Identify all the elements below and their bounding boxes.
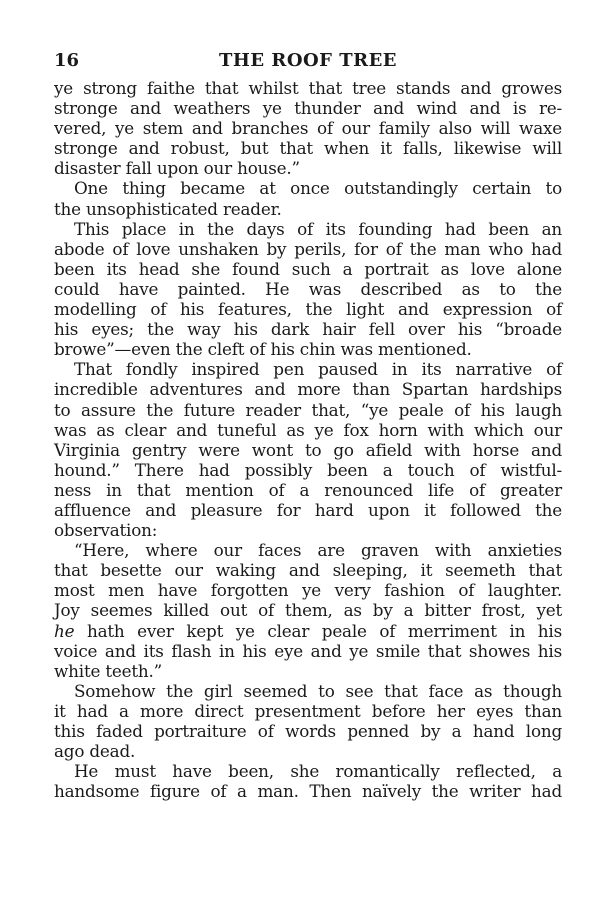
text-line: it had a more direct presentment before her eyes than [54,700,562,721]
running-title: THE ROOF TREE [218,50,398,71]
body-text [54,78,562,801]
text-line: could have painted. He was described as to the [54,278,562,299]
text-line: He must have been, she romantically reflected, a [74,761,562,782]
text-line: Somehow the girl seemed to see that face as though [74,680,562,701]
text-line: was as clear and tuneful as ye fox horn with which our [54,419,562,440]
text-line: affluence and pleasure for hard upon it followed the [54,499,562,520]
text-line: ago dead. [54,741,136,762]
text-line: voice and its flash in his eye and ye smile that showes his [54,640,562,661]
text-line: been its head she found such a portrait as love alone [54,258,562,279]
text-line: white teeth.” [54,660,163,681]
text-line: abode of love unshaken by perils, for of the man who had [54,238,562,259]
text-line: Joy seemes killed out of them, as by a bitter frost, yet [54,600,562,621]
text-line: incredible adventures and more than Spartan hardships [54,379,562,400]
text-line: stronge and weathers ye thunder and wind and is re- [54,98,562,119]
text-line: this faded portraiture of words penned by a hand long [54,721,562,741]
text-line: browe”—even the cleft of his chin was mentioned. [54,339,472,360]
text-line: “Here, where our faces are graven with anxieties [74,540,562,561]
text-line: ness in that mention of a renounced life of greater [54,479,562,500]
text-line: hound.” There had possibly been a touch of wistful- [54,459,562,480]
text-line: stronge and robust, but that when it falls, likewise will [54,138,562,159]
text-line: Virginia gentry were wont to go afield with horse and [54,439,562,460]
text-line: ye strong faithe that whilst that tree stands and growes [54,78,562,98]
text-line: he hath ever kept ye clear peale of merriment in his [54,620,562,641]
page-number: 16 [54,50,80,71]
text-line: that besette our waking and sleeping, it seemeth that [54,560,562,581]
text-line: modelling of his features, the light and expression of [54,299,562,320]
text-line: observation: [54,520,158,541]
text-line: disaster fall upon our house.” [54,158,300,179]
running-head [54,49,562,73]
text-line: most men have forgotten ye very fashion of laughter. [54,580,562,601]
text-line: the unsophisticated reader. [54,198,282,219]
text-line: his eyes; the way his dark hair fell over his “broade [54,319,562,340]
text-line: One thing became at once outstandingly certain to [74,178,562,199]
text-line: to assure the future reader that, “ye peale of his laugh [54,399,562,420]
text-line: handsome figure of a man. Then naïvely the writer had [54,781,562,802]
text-line: vered, ye stem and branches of our family also will waxe [54,118,562,139]
text-line: That fondly inspired pen paused in its narrative of [74,359,562,380]
text-line: This place in the days of its founding had been an [74,218,562,239]
